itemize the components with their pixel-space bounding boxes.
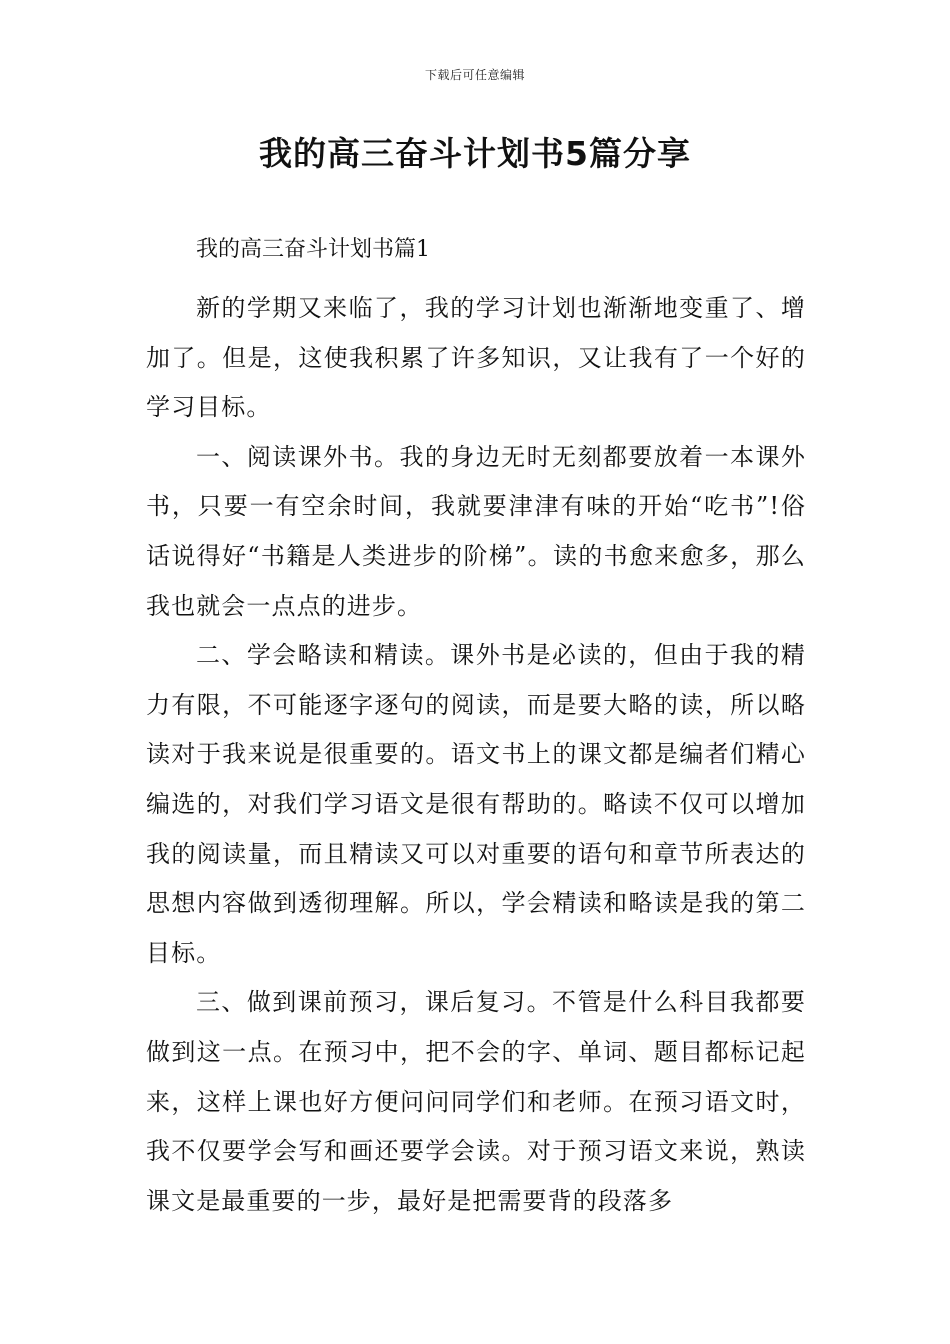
header-note: 下载后可任意编辑: [424, 68, 525, 82]
document-title: 我的高三奋斗计划书5篇分享: [259, 134, 691, 173]
document-body: [146, 230, 806, 1226]
paragraph-intro: 新的学期又来临了，我的学习计划也渐渐地变重了、增加了。但是，这使我积累了许多知识，又让我有了一个好的学习目标。: [146, 294, 806, 422]
section-heading: 我的高三奋斗计划书篇1: [196, 237, 430, 262]
paragraph-skimming: 二、学会略读和精读。课外书是必读的，但由于我的精力有限，不可能逐字逐句的阅读，而是要大略的读，所以略读对于我来说是很重要的。语文书上的课文都是编者们精心编选的，对我们学习语文是很有帮助的。略读不仅可以增加我的阅读量，而且精读又可以对重要的语句和章节所表达的思想内容做到透彻理解。所以，学会精读和略读是我的第二目标。: [146, 641, 806, 967]
paragraph-preview: 三、做到课前预习，课后复习。不管是什么科目我都要做到这一点。在预习中，把不会的字、单词、题目都标记起来，这样上课也好方便问问同学们和老师。在预习语文时，我不仅要学会写和画还要学会读。对于预习语文来说，熟读课文是最重要的一步，最好是把需要背的段落多: [146, 988, 806, 1215]
paragraph-reading: 一、阅读课外书。我的身边无时无刻都要放着一本课外书，只要一有空余时间，我就要津津有味的开始“吃书”!俗话说得好“书籍是人类进步的阶梯”。读的书愈来愈多，那么我也就会一点点的进步。: [146, 442, 806, 620]
